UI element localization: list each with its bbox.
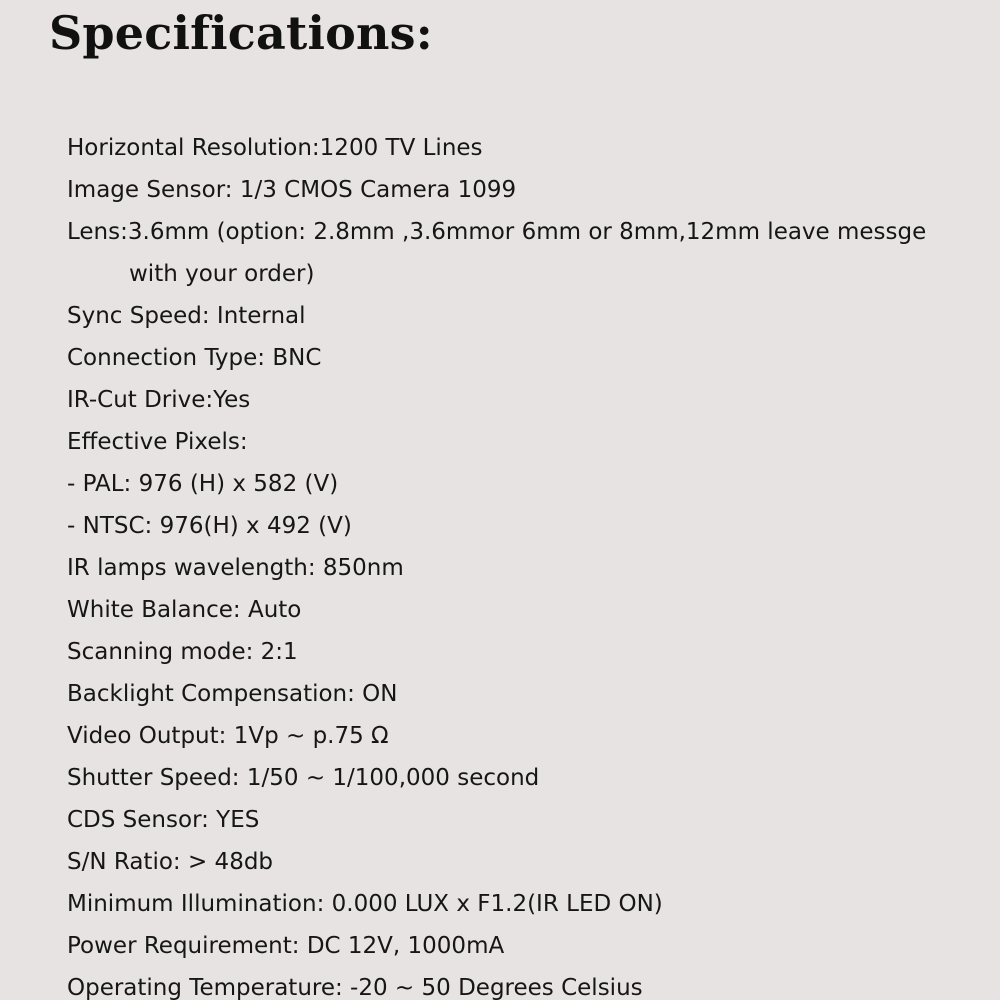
page-title: Specifications: bbox=[49, 6, 433, 60]
spec-shutter-speed: Shutter Speed: 1/50 ~ 1/100,000 second bbox=[67, 765, 540, 791]
spec-minimum-illumination: Minimum Illumination: 0.000 LUX x F1.2(IR LED ON) bbox=[67, 891, 663, 917]
spec-ir-lamps-wavelength: IR lamps wavelength: 850nm bbox=[67, 555, 404, 581]
spec-operating-temperature: Operating Temperature: -20 ~ 50 Degrees Celsius bbox=[67, 975, 643, 1000]
spec-scanning-mode: Scanning mode: 2:1 bbox=[67, 639, 298, 665]
spec-ir-cut-drive: IR-Cut Drive:Yes bbox=[67, 387, 251, 413]
spec-video-output: Video Output: 1Vp ~ p.75 Ω bbox=[67, 723, 389, 749]
spec-power-requirement: Power Requirement: DC 12V, 1000mA bbox=[67, 933, 505, 959]
spec-backlight-compensation: Backlight Compensation: ON bbox=[67, 681, 398, 707]
spec-horizontal-resolution: Horizontal Resolution:1200 TV Lines bbox=[67, 135, 483, 161]
spec-ntsc-pixels: - NTSC: 976(H) x 492 (V) bbox=[67, 513, 352, 539]
spec-lens-continuation: with your order) bbox=[129, 261, 315, 287]
spec-sync-speed: Sync Speed: Internal bbox=[67, 303, 306, 329]
spec-sn-ratio: S/N Ratio: > 48db bbox=[67, 849, 274, 875]
spec-connection-type: Connection Type: BNC bbox=[67, 345, 322, 371]
spec-white-balance: White Balance: Auto bbox=[67, 597, 302, 623]
spec-image-sensor: Image Sensor: 1/3 CMOS Camera 1099 bbox=[67, 177, 517, 203]
spec-lens: Lens:3.6mm (option: 2.8mm ,3.6mmor 6mm or 8mm,12mm leave messge bbox=[67, 219, 927, 245]
spec-cds-sensor: CDS Sensor: YES bbox=[67, 807, 260, 833]
spec-effective-pixels: Effective Pixels: bbox=[67, 429, 248, 455]
spec-pal-pixels: - PAL: 976 (H) x 582 (V) bbox=[67, 471, 339, 497]
spec-list bbox=[67, 127, 926, 1000]
